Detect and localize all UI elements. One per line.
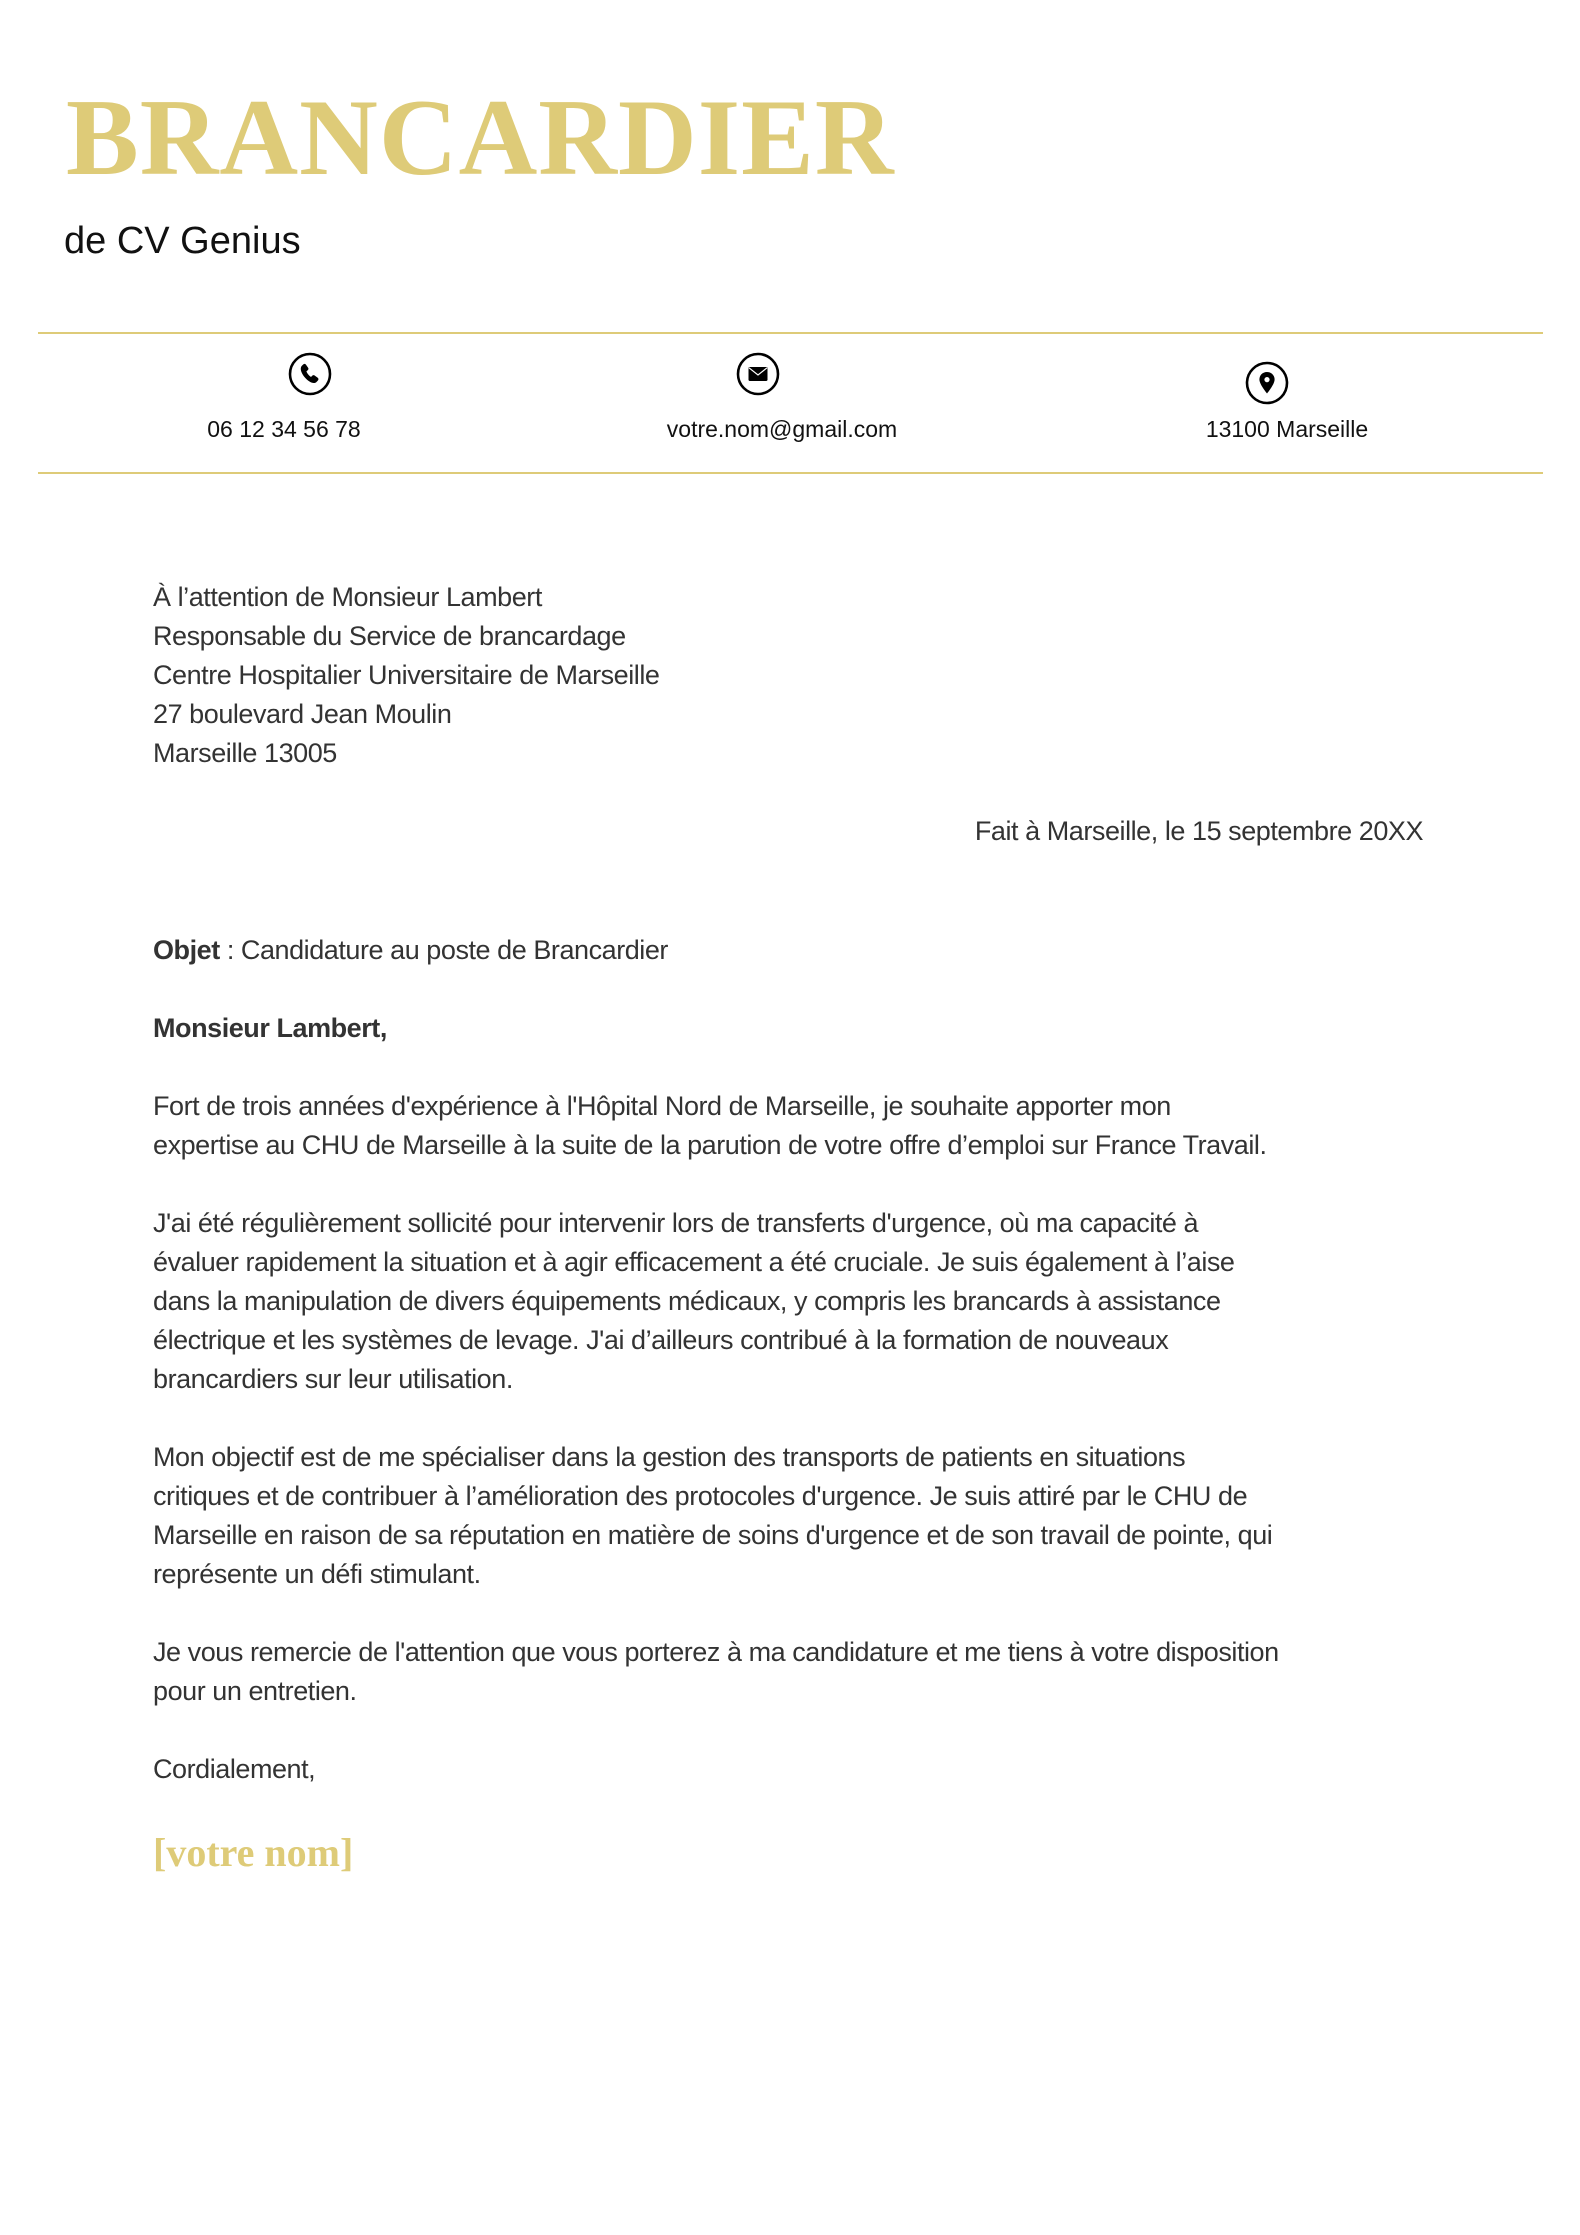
document-subtitle: de CV Genius [64,220,301,262]
paragraph-line: représente un défi stimulant. [153,1559,481,1589]
recipient-line: Responsable du Service de brancardage [153,621,626,651]
paragraph-line: J'ai été régulièrement sollicité pour intervenir lors de transferts d'urgence, où ma capacité à [153,1208,1199,1238]
paragraph-2 [153,1204,1443,1399]
email-address: votre.nom@gmail.com [666,416,898,442]
spacer [153,1048,1443,1087]
paragraph-line: Marseille en raison de sa réputation en matière de soins d'urgence et de son travail de pointe, qui [153,1520,1273,1550]
closing: Cordialement, [153,1754,316,1784]
paragraph-line: pour un entretien. [153,1676,357,1706]
paragraph-line: brancardiers sur leur utilisation. [153,1364,513,1394]
paragraph-3 [153,1438,1443,1594]
paragraph-line: électrique et les systèmes de levage. J'ai d’ailleurs contribué à la formation de nouveaux [153,1325,1169,1355]
top-divider [38,332,1543,334]
bottom-divider [38,472,1543,474]
spacer [153,773,1443,812]
location-text: 13100 Marseille [1205,416,1369,442]
signature-name: [votre nom] [153,1830,354,1875]
paragraph-line: Fort de trois années d'expérience à l'Hôpital Nord de Marseille, je souhaite apporter mon [153,1091,1171,1121]
spacer [153,890,1443,931]
paragraph-line: évaluer rapidement la situation et à agir efficacement a été cruciale. Je suis également à l’aise [153,1247,1235,1277]
subject-line [153,931,1443,970]
paragraph-1 [153,1087,1443,1165]
phone-icon [288,352,332,396]
salutation: Monsieur Lambert, [153,1013,387,1043]
spacer [153,1711,1443,1750]
recipient-line: À l’attention de Monsieur Lambert [153,582,542,612]
subject-separator: : [219,935,241,965]
subject-text: Candidature au poste de Brancardier [240,935,668,965]
recipient-line: Marseille 13005 [153,738,337,768]
paragraph-line: Mon objectif est de me spécialiser dans la gestion des transports de patients en situations [153,1442,1186,1472]
map-pin-icon [1245,361,1289,405]
spacer [153,1594,1443,1633]
paragraph-line: dans la manipulation de divers équipements médicaux, y compris les brancards à assistance [153,1286,1221,1316]
recipient-line: 27 boulevard Jean Moulin [153,699,452,729]
letter-date: Fait à Marseille, le 15 septembre 20XX [974,816,1423,846]
envelope-icon [736,352,780,396]
spacer [153,1399,1443,1438]
paragraph-4 [153,1633,1443,1711]
contact-location [1087,361,1487,444]
spacer [153,851,1443,890]
spacer [153,970,1443,1009]
document-title: BRANCARDIER [66,77,895,198]
contact-email [582,352,982,444]
recipient-line: Centre Hospitalier Universitaire de Marseille [153,660,660,690]
paragraph-line: expertise au CHU de Marseille à la suite de la parution de votre offre d’emploi sur France Travail. [153,1130,1267,1160]
contact-phone [84,352,484,444]
letter-body [153,578,1443,1875]
paragraph-line: Je vous remercie de l'attention que vous porterez à ma candidature et me tiens à votre disposition [153,1637,1279,1667]
spacer [153,1165,1443,1204]
recipient-block [153,578,1443,773]
paragraph-line: critiques et de contribuer à l’amélioration des protocoles d'urgence. Je suis attiré par le CHU de [153,1481,1248,1511]
subject-label: Objet [153,935,220,965]
phone-number: 06 12 34 56 78 [207,416,361,442]
